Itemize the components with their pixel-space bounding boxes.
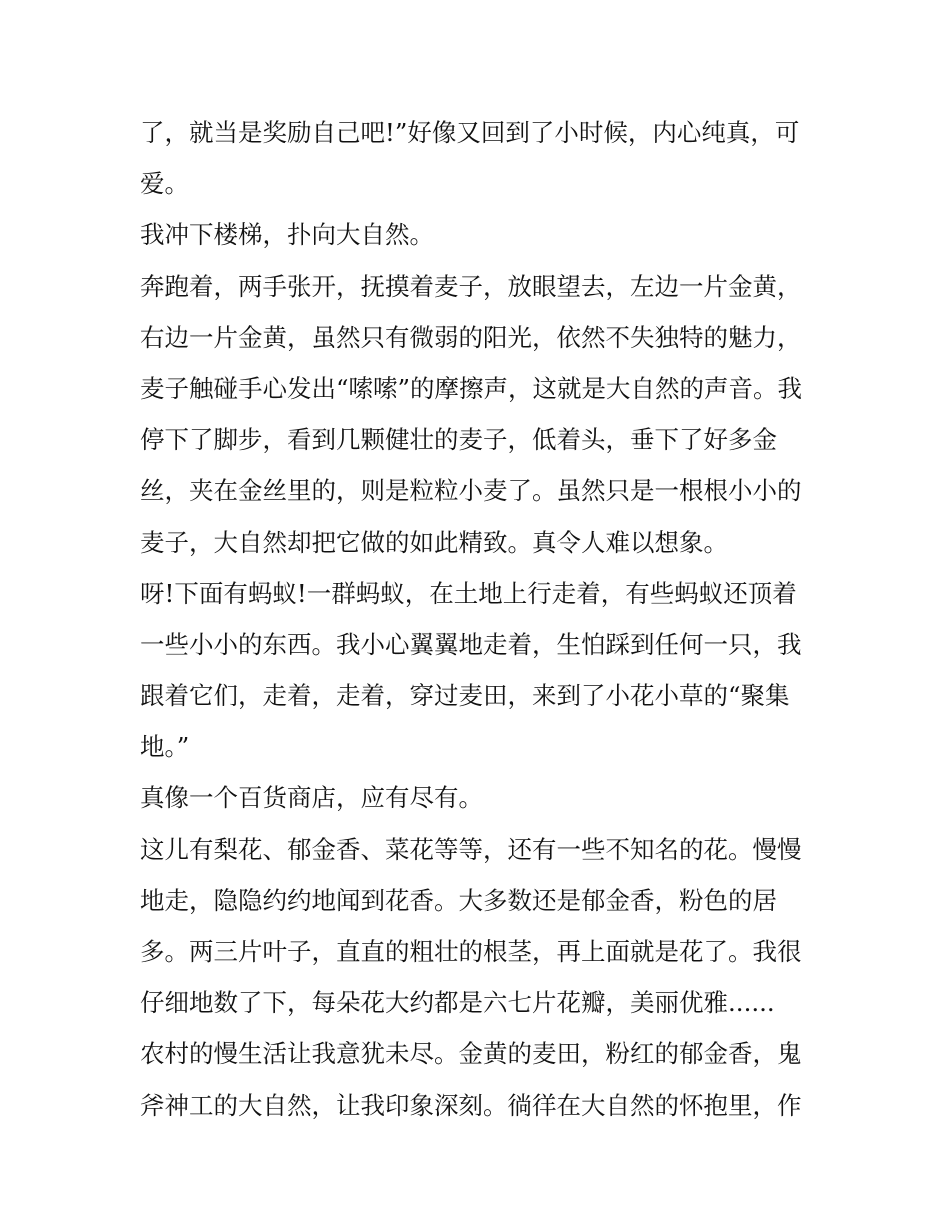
text-line: 呀!下面有蚂蚁!一群蚂蚁，在土地上行走着，有些蚂蚁还顶着 bbox=[140, 578, 797, 608]
text-line: 这儿有梨花、郁金香、菜花等等，还有一些不知名的花。慢慢 bbox=[140, 834, 802, 864]
text-line: 仔细地数了下，每朵花大约都是六七片花瓣，美丽优雅...... bbox=[140, 988, 775, 1018]
text-line: 真像一个百货商店，应有尽有。 bbox=[140, 783, 483, 813]
text-line: 了，就当是奖励自己吧!”好像又回到了小时候，内心纯真，可 bbox=[140, 118, 800, 147]
text-line: 地。” bbox=[140, 732, 190, 762]
text-line: 麦子，大自然却把它做的如此精致。真令人难以想象。 bbox=[140, 527, 728, 557]
text-line: 奔跑着，两手张开，抚摸着麦子，放眼望去，左边一片金黄， bbox=[140, 271, 802, 301]
text-line: 多。两三片叶子，直直的粗壮的根茎，再上面就是花了。我很 bbox=[140, 937, 802, 966]
text-line: 农村的慢生活让我意犹未尽。金黄的麦田，粉红的郁金香，鬼 bbox=[140, 1039, 802, 1069]
text-line: 斧神工的大自然，让我印象深刻。徜徉在大自然的怀抱里，作 bbox=[140, 1090, 802, 1120]
document-body bbox=[140, 107, 816, 1131]
text-line: 跟着它们，走着，走着，穿过麦田，来到了小花小草的“聚集 bbox=[140, 681, 790, 711]
text-line: 一些小小的东西。我小心翼翼地走着，生怕踩到任何一只，我 bbox=[140, 629, 802, 659]
text-line: 停下了脚步，看到几颗健壮的麦子，低着头，垂下了好多金 bbox=[140, 425, 777, 455]
text-line: 丝，夹在金丝里的，则是粒粒小麦了。虽然只是一根根小小的 bbox=[140, 476, 802, 506]
text-line: 右边一片金黄，虽然只有微弱的阳光，依然不失独特的魅力， bbox=[140, 322, 802, 352]
text-line: 我冲下楼梯，扑向大自然。 bbox=[140, 220, 434, 250]
text-line: 麦子触碰手心发出“嗦嗦”的摩擦声，这就是大自然的声音。我 bbox=[140, 373, 803, 403]
text-line: 地走，隐隐约约地闻到花香。大多数还是郁金香，粉色的居 bbox=[140, 885, 777, 915]
text-line: 爱。 bbox=[140, 169, 189, 199]
